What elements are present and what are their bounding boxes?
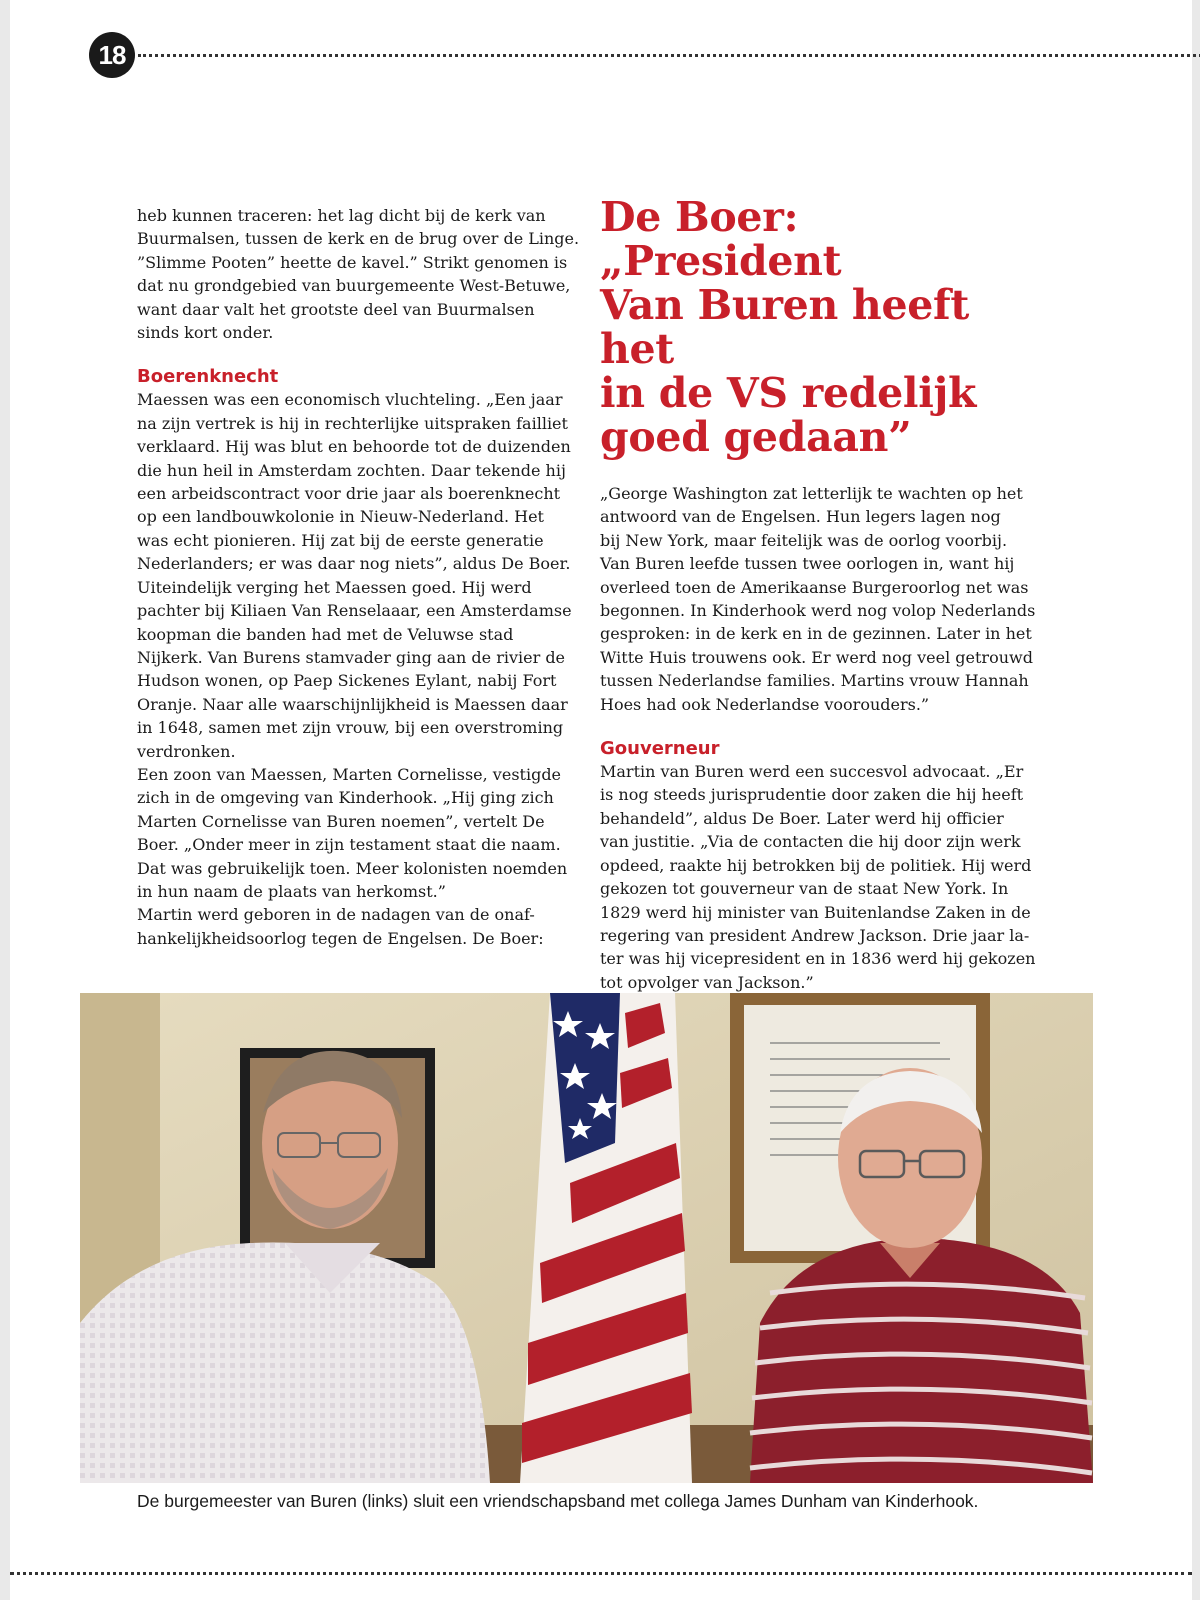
article-headline: De Boer: „President Van Buren heeft het in de VS redelijk goed gedaan” bbox=[600, 193, 977, 461]
page-number-badge: 18 bbox=[89, 32, 135, 78]
photo-illustration bbox=[80, 993, 1093, 1483]
body-paragraph: Maessen was een economisch vluchteling. „Een jaar na zijn vertrek is hij in rechterlijke uitspraken failliet verklaard. Hij was blut en behoorde tot de duizenden die hun heil in Amsterdam zochten. Daar tekende hij een arbeidscontract voor drie jaar als boerenknecht op een landbouwkolonie in Nieuw-Nederland. Het was echt pionieren. Hij zat bij de eerste generatie Nederlanders; er was daar nog niets”, aldus De Boer. Uiteindelijk verging het Maessen goed. Hij werd pachter bij Kiliaen Van Renselaaar, een Amsterdamse koopman die banden had met de Veluwse stad Nijkerk. Van Burens stamvader ging aan de rivier de Hudson wonen, op Paep Sickenes Eylant, nabij Fort Oranje. Naar alle waarschijnlijkheid is Maessen daar in 1648, samen met zijn vrouw, bij een overstroming verdronken. bbox=[137, 390, 572, 761]
body-paragraph: Een zoon van Maessen, Marten Cornelisse, vestigde zich in de omgeving van Kinderhook. „Hij ging zich Marten Cornelisse van Buren noemen”, vertelt De Boer. „Onder meer in zijn testament staat die naam. Dat was gebruikelijk toen. Meer kolonisten noemden in hun naam de plaats van herkomst.” bbox=[137, 764, 568, 901]
intro-paragraph: heb kunnen traceren: het lag dicht bij de kerk van Buurmalsen, tussen de kerk en de brug over de Linge. ”Slimme Pooten” heette de kavel.” Strikt genomen is dat nu grondgebied van buurgemeente West-Betuwe, want daar valt het grootste deel van Buurmalsen sinds kort onder. bbox=[137, 206, 580, 343]
subhead-boerenknecht: Boerenknecht bbox=[137, 366, 279, 388]
top-dotted-rule bbox=[138, 54, 1200, 57]
right-column bbox=[600, 195, 1040, 1041]
article-photo bbox=[80, 993, 1093, 1483]
left-column bbox=[137, 204, 592, 950]
body-paragraph: „George Washington zat letterlijk te wachten op het antwoord van de Engelsen. Hun legers lagen nog bij New York, maar feitelijk was de oorlog voorbij. Van Buren leefde tussen twee oorlogen in, want hij overleed toen de Amerikaanse Burgeroorlog net was begonnen. In Kinderhook werd nog volop Nederlands gesproken: in de kerk en in de gezinnen. Later in het Witte Huis trouwens ook. Er werd nog veel getrouwd tussen Nederlandse families. Martins vrouw Hannah Hoes had ook Nederlandse voorouders.” bbox=[600, 484, 1036, 714]
magazine-page bbox=[10, 0, 1192, 1600]
bottom-dotted-rule bbox=[10, 1572, 1192, 1575]
subhead-gouverneur: Gouverneur bbox=[600, 738, 720, 760]
body-paragraph: Martin van Buren werd een succesvol advocaat. „Er is nog steeds jurisprudentie door zaken die hij heeft behandeld”, aldus De Boer. Later werd hij officier van justitie. „Via de contacten die hij door zijn werk opdeed, raakte hij betrokken bij de politiek. Hij werd gekozen tot gouverneur van de staat New York. In 1829 werd hij minister van Buitenlandse Zaken in de regering van president Andrew Jackson. Drie jaar la- ter was hij vicepresident en in 1836 werd hij gekozen tot opvolger van Jackson.” bbox=[600, 762, 1036, 992]
body-paragraph: Martin werd geboren in de nadagen van de onaf- hankelijkheidsoorlog tegen de Engelsen. De Boer: bbox=[137, 905, 544, 948]
photo-caption: De burgemeester van Buren (links) sluit een vriendschapsband met collega James Dunham van Kinderhook. bbox=[137, 1491, 979, 1511]
